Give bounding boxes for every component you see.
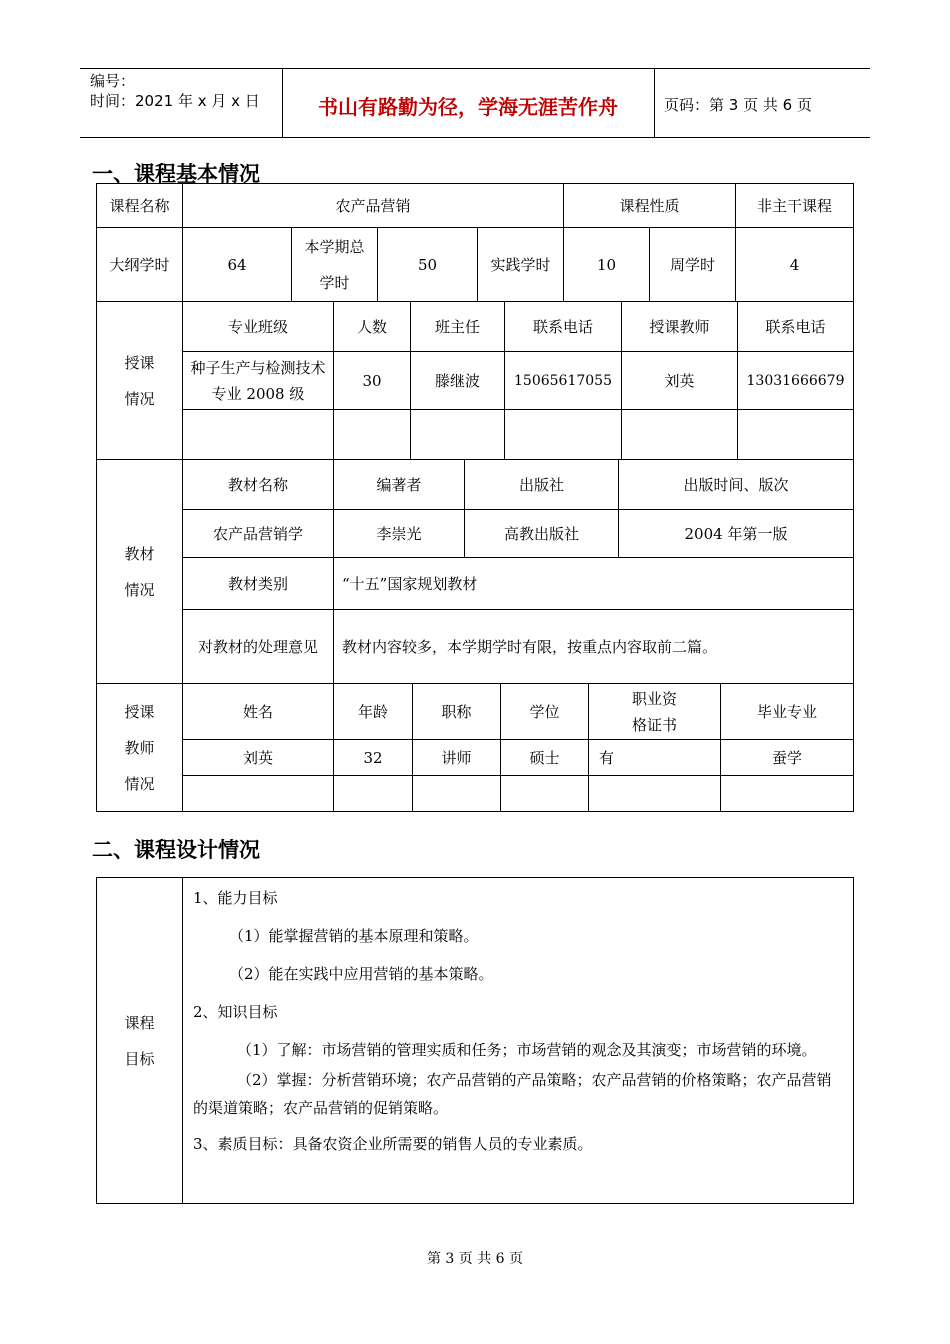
term-hours-label: 本学期总学时 xyxy=(292,228,378,302)
course-basic-table xyxy=(96,183,854,302)
teacher-header: 毕业专业 xyxy=(721,684,854,740)
empty-cell xyxy=(413,776,501,812)
empty-cell xyxy=(505,410,622,460)
empty-cell xyxy=(334,410,411,460)
textbook-edition: 2004 年第一版 xyxy=(619,510,854,558)
page-footer: 第 3 页 共 6 页 xyxy=(426,1251,524,1267)
section-title: 一、课程基本情况 xyxy=(92,162,260,186)
teaching-header: 联系电话 xyxy=(738,302,854,352)
textbook-label: 教材情况 xyxy=(97,460,183,684)
teacher-major: 蚕学 xyxy=(721,740,854,776)
empty-cell xyxy=(501,776,589,812)
contact-phone: 15065617055 xyxy=(505,352,622,410)
empty-cell xyxy=(334,776,413,812)
course-nature: 非主干课程 xyxy=(736,184,854,228)
empty-cell xyxy=(721,776,854,812)
term-hours: 50 xyxy=(378,228,478,302)
course-nature-label: 课程性质 xyxy=(564,184,736,228)
practice-hours-label: 实践学时 xyxy=(478,228,564,302)
teaching-header: 联系电话 xyxy=(505,302,622,352)
empty-cell xyxy=(738,410,854,460)
goal-line: 2、知识目标 xyxy=(193,1003,278,1021)
textbook-publisher: 高教出版社 xyxy=(465,510,619,558)
teaching-table xyxy=(96,301,854,460)
page-info: 页码：第 3 页 共 6 页 xyxy=(664,96,812,114)
teaching-header: 专业班级 xyxy=(183,302,334,352)
goal-line: （1）能掌握营销的基本原理和策略。 xyxy=(229,927,479,945)
teacher-age: 32 xyxy=(334,740,413,776)
weekly-hours: 4 xyxy=(736,228,854,302)
goal-line: （2）掌握：分析营销环境；农产品营销的产品策略；农产品营销的价格策略；农产品营销的渠道策略；农产品营销的促销策略。 xyxy=(193,1071,832,1117)
head-teacher: 滕继波 xyxy=(411,352,505,410)
empty-cell xyxy=(622,410,738,460)
empty-cell xyxy=(589,776,721,812)
textbook-type-label: 教材类别 xyxy=(183,558,334,610)
goal-line: （1）了解：市场营销的管理实质和任务；市场营销的观念及其演变；市场营销的环境。 xyxy=(237,1041,817,1059)
header-divider xyxy=(654,69,655,137)
teaching-header: 授课教师 xyxy=(622,302,738,352)
goal-line: （2）能在实践中应用营销的基本策略。 xyxy=(229,965,494,983)
class-name: 种子生产与检测技术专业 2008 级 xyxy=(183,352,334,410)
teacher-header: 姓名 xyxy=(183,684,334,740)
section-title: 二、课程设计情况 xyxy=(92,838,260,862)
syllabus-hours: 64 xyxy=(183,228,292,302)
teacher-phone: 13031666679 xyxy=(738,352,854,410)
textbook-header: 教材名称 xyxy=(183,460,334,510)
code-label: 编号： xyxy=(90,72,136,90)
textbook-type: “十五”国家规划教材 xyxy=(334,558,854,610)
syllabus-hours-label: 大纲学时 xyxy=(97,228,183,302)
teacher-header: 职业资格证书 xyxy=(589,684,721,740)
textbook-opinion: 教材内容较多，本学期学时有限，按重点内容取前二篇。 xyxy=(334,610,854,684)
teacher-info-label: 授课教师情况 xyxy=(97,684,183,812)
empty-cell xyxy=(183,776,334,812)
goal-line: 1、能力目标 xyxy=(193,889,278,907)
textbook-opinion-label: 对教材的处理意见 xyxy=(183,610,334,684)
teacher-name: 刘英 xyxy=(183,740,334,776)
teaching-header: 班主任 xyxy=(411,302,505,352)
empty-cell xyxy=(411,410,505,460)
course-goal-label: 课程目标 xyxy=(97,878,183,1204)
time-label: 时间：2021 年 x 月 x 日 xyxy=(90,92,260,110)
textbook-header: 编著者 xyxy=(334,460,465,510)
teacher-header: 职称 xyxy=(413,684,501,740)
teacher-header: 年龄 xyxy=(334,684,413,740)
motto: 书山有路勤为径，学海无涯苦作舟 xyxy=(318,95,618,119)
student-count: 30 xyxy=(334,352,411,410)
teaching-label: 授课情况 xyxy=(97,302,183,460)
textbook-name: 农产品营销学 xyxy=(183,510,334,558)
teacher-header: 学位 xyxy=(501,684,589,740)
teacher-table xyxy=(96,683,854,812)
teacher-certificate: 有 xyxy=(589,740,721,776)
textbook-header: 出版社 xyxy=(465,460,619,510)
textbook-author: 李崇光 xyxy=(334,510,465,558)
teaching-header: 人数 xyxy=(334,302,411,352)
goal-line: 3、素质目标：具备农资企业所需要的销售人员的专业素质。 xyxy=(193,1135,593,1153)
course-name-label: 课程名称 xyxy=(97,184,183,228)
weekly-hours-label: 周学时 xyxy=(650,228,736,302)
course-goal-table xyxy=(96,877,854,1204)
course-goal-content xyxy=(183,878,854,1204)
teacher-title: 讲师 xyxy=(413,740,501,776)
teacher-name: 刘英 xyxy=(622,352,738,410)
textbook-header: 出版时间、版次 xyxy=(619,460,854,510)
practice-hours: 10 xyxy=(564,228,650,302)
page-header xyxy=(80,68,870,138)
header-meta xyxy=(90,71,260,111)
teacher-degree: 硕士 xyxy=(501,740,589,776)
course-name: 农产品营销 xyxy=(183,184,564,228)
empty-cell xyxy=(183,410,334,460)
textbook-table xyxy=(96,459,854,684)
